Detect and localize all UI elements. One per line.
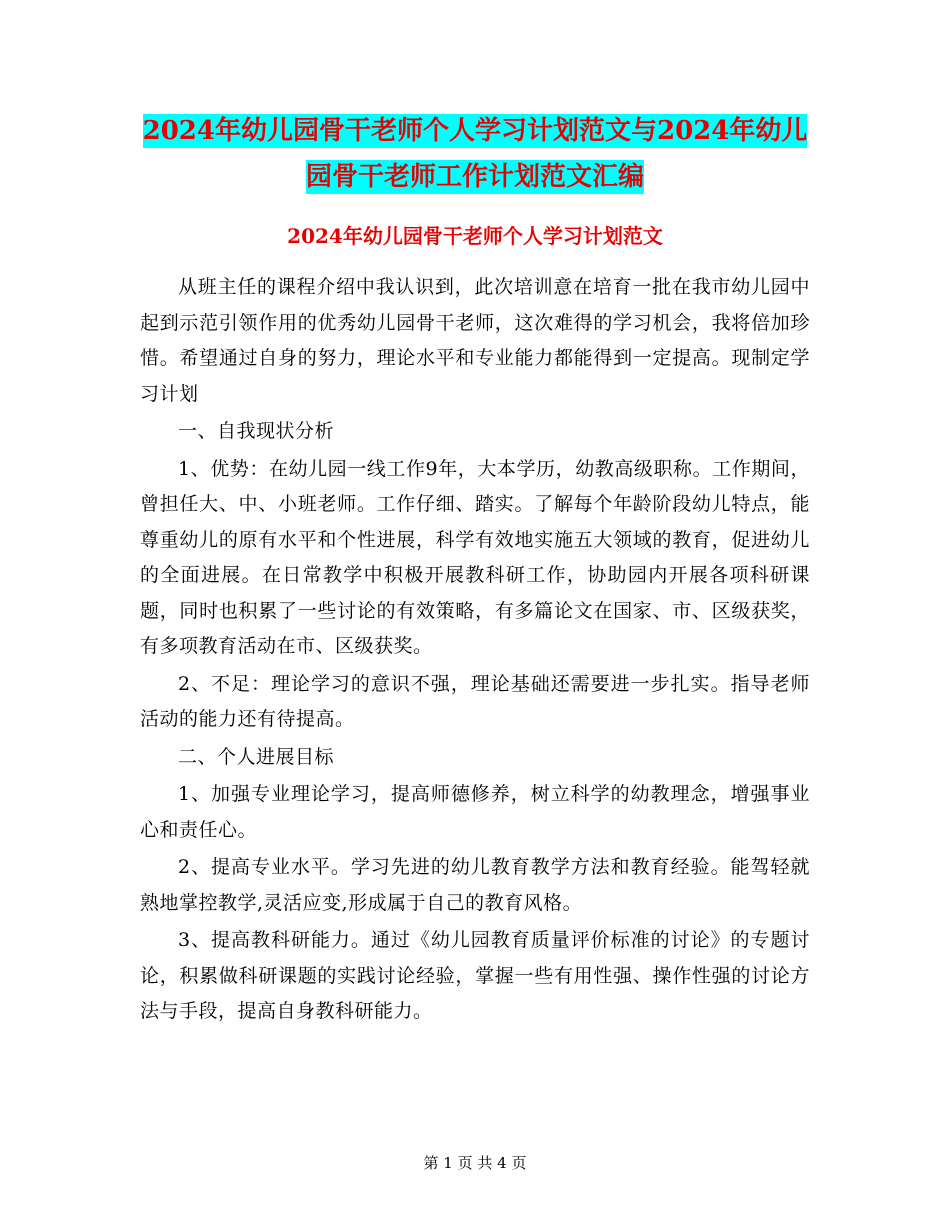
paragraph: 1、加强专业理论学习，提高师德修养，树立科学的幼教理念，增强事业心和责任心。 — [140, 783, 810, 841]
paragraph: 2、不足：理论学习的意识不强，理论基础还需要进一步扎实。指导老师活动的能力还有待提高。 — [140, 672, 810, 730]
paragraph: 二、个人进展目标 — [178, 745, 335, 768]
document-body — [140, 270, 810, 1032]
document-title — [140, 108, 810, 200]
paragraph: 1、优势：在幼儿园一线工作9年，大本学历，幼教高级职称。工作期间，曾担任大、中、小班老师。工作仔细、踏实。了解每个年龄阶段幼儿特点，能尊重幼儿的原有水平和个性进展，科学有效地实施五大领域的教育，促进幼儿的全面进展。在日常教学中积极开展教科研工作，协助园内开展各项科研课题，同时也积累了一些讨论的有效策略，有多篇论文在国家、市、区级获奖，有多项教育活动在市、区级获奖。 — [140, 457, 810, 657]
page-footer: 第 1 页 共 4 页 — [423, 1154, 527, 1172]
paragraph: 2、提高专业水平。学习先进的幼儿教育教学方法和教育经验。能驾轻就熟地掌控教学,灵活应变,形成属于自己的教育风格。 — [140, 856, 810, 914]
section-title: 2024年幼儿园骨干老师个人学习计划范文 — [287, 224, 663, 248]
paragraph: 从班主任的课程介绍中我认识到，此次培训意在培育一批在我市幼儿园中起到示范引领作用的优秀幼儿园骨干老师，这次难得的学习机会，我将倍加珍惜。希望通过自身的努力，理论水平和专业能力都能得到一定提高。现制定学习计划 — [140, 276, 810, 405]
document-title-text: 2024年幼儿园骨干老师个人学习计划范文与2024年幼儿园骨干老师工作计划范文汇编 — [142, 116, 808, 192]
paragraph: 一、自我现状分析 — [178, 420, 335, 442]
paragraph: 3、提高教科研能力。通过《幼儿园教育质量评价标准的讨论》的专题讨论，积累做科研课题的实践讨论经验，掌握一些有用性强、操作性强的讨论方法与手段，提高自身教科研能力。 — [140, 929, 810, 1022]
